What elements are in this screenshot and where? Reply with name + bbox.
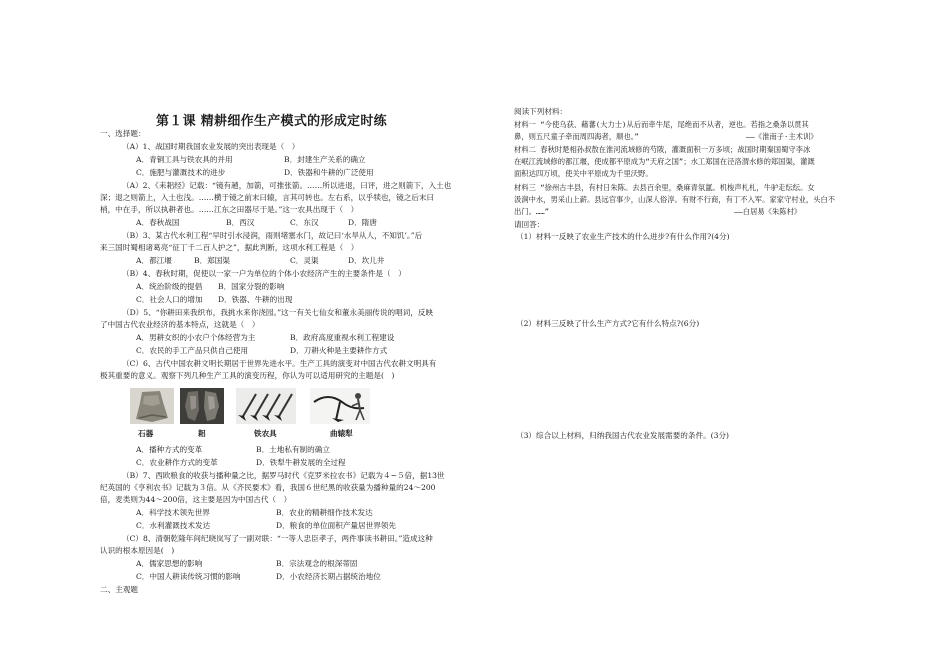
q1-option-c: C．施肥与灌溉技术的进步 (136, 168, 226, 177)
material3-line3: 出门。……” (514, 207, 550, 216)
page-title: 第１课 精耕细作生产模式的形成定时练 (156, 114, 387, 129)
q6-option-c: C．农业耕作方式的变革 (136, 458, 218, 467)
material1-line2: 鼻，则五尺童子牵而周四海者，顺也。” (514, 132, 639, 141)
reading-intro: 阅读下列材料： (514, 107, 568, 116)
q8-option-b: B．宗法观念的根深蒂固 (276, 559, 358, 568)
q4-stem: （B）4、春秋时期，促使以一家一户为单位的个体小农经济产生的主要条件是（ ） (122, 269, 406, 278)
q2-option-d: D．隋唐 (348, 218, 377, 227)
subquestion-1: （1）材料一反映了农业生产技术的什么进步?有什么作用?(4分) (516, 232, 730, 241)
q5-option-b: B．政府高度重视水利工程建设 (290, 333, 395, 342)
si-tool-image (180, 388, 224, 424)
plough-tool-image (310, 388, 370, 424)
iron-tools-icon (236, 388, 296, 424)
tool-label-iron: 铁农具 (254, 429, 277, 438)
q4-option-a: A．统治阶级的提倡 (136, 282, 203, 291)
q3-line1: （B）3、某古代水利工程“早时引水浸润，雨则堵塞水门，故记曰‘水旱从人，不知饥’。”后 (122, 231, 423, 240)
q3-option-c: C．灵渠 (290, 256, 319, 265)
q3-option-d: D．坎儿井 (348, 256, 385, 265)
material3-line2: 汲涧中水，男采山上薪。县远官事少，山深人俗淳。有财不行商，有丁不入军。家家守村业，头白不 (514, 195, 836, 204)
answer-prompt: 请回答： (514, 220, 545, 229)
q3-option-a: A．都江堰 (136, 256, 172, 265)
stone-tool-icon (130, 388, 174, 424)
q8-option-d: D．小农经济长期占据统治地位 (276, 572, 381, 581)
q8-line1: （C）8、清朝乾隆年间纪晓岚写了一副对联：“一等人忠臣孝子，两件事读书耕田。”造成这种 (122, 534, 433, 543)
tool-label-stone: 石器 (138, 429, 154, 438)
material2-line2: 在岷江流域修的都江堰，使成都平原成为“天府之国”；水工郑国在泾洛渭水修的郑国渠，灌溉 (514, 157, 815, 166)
tool-label-plough: 曲辕犁 (330, 429, 353, 438)
q1-option-b: B．封建生产关系的确立 (284, 155, 366, 164)
subquestion-2: （2）材料三反映了什么生产方式?它有什么特点?(6分) (516, 319, 700, 328)
q5-line1: （D）5、“你耕田来我织布，我挑水来你浇园。”这一有关七仙女和董永美丽传说的唱词，反映 (122, 308, 434, 317)
q2-option-a: A．春秋战国 (136, 218, 180, 227)
q7-line1: （B）7、西欧粮食的收获与播种量之比，据罗马时代《克罗米拉农书》记载为４~５倍，据13世 (122, 471, 445, 480)
q6-option-a: A．播种方式的变革 (136, 445, 203, 454)
q6-tool-images (130, 388, 375, 442)
q2-line2: 深；退之则箭上，入土也浅。……横于镜之前末曰辕，言其可转也。左右系，以乎犊也，镜之后末曰 (100, 193, 435, 202)
iron-tool-image (236, 388, 296, 424)
q7-option-c: C．水利灌溉技术发达 (136, 521, 211, 530)
q1-option-d: D．铁器和牛耕的广泛使用 (284, 168, 374, 177)
q8-line2: 认识的根本原因是( ) (100, 546, 175, 555)
q2-option-b: B．西汉 (226, 218, 255, 227)
curved-plough-icon (310, 388, 370, 424)
section-choice-heading: 一、选择题： (100, 129, 146, 138)
q6-line1: （C）6、古代中国农耕文明长期居于世界先进水平。生产工具的演变对中国古代农耕文明具有 (122, 359, 437, 368)
material3-line1: 材料三 “徐州古丰县，有村日朱陈。去县百余里，桑麻青氛氲。机梭声札札，牛驴走纭纭。女 (514, 183, 815, 192)
subquestion-3: （3）综合以上材料，归纳我国古代农业发展需要的条件。(3分) (516, 431, 730, 440)
q5-line2: 了中国古代农业经济的基本特点，这就是（ ） (100, 320, 260, 329)
material1-source: ——《淮南子·主术训》 (746, 132, 818, 141)
q6-option-b: B．土地私有制的确立 (256, 445, 330, 454)
q3-line2: 来三国时蜀相诸葛亮“征丁千二百人护之”，据此判断，这项水利工程是（ ） (100, 243, 359, 252)
q7-option-d: D．粮食的单位面积产量居世界领先 (276, 521, 396, 530)
q7-option-b: B．农业的精耕细作技术发达 (276, 508, 373, 517)
material2-line1: 材料二 春秋时楚相孙叔敖在淮河流域修的芍陂，灌溉面积一万多顷；战国时期秦国蜀守李冰 (514, 145, 811, 154)
q5-option-c: C．农民的手工产品只供自己使用 (136, 346, 249, 355)
q2-option-c: C．东汉 (290, 218, 319, 227)
q3-option-b: B．郑国渠 (194, 256, 230, 265)
stone-tool-image (130, 388, 174, 424)
q4-option-b: B．国家分裂的影响 (218, 282, 285, 291)
q5-option-a: A．男耕女织的小农户个体经营为主 (136, 333, 256, 342)
q7-line3: 倍，麦类则为44～200倍，这主要是因为中国古代（ ） (100, 495, 292, 504)
q1-stem: （A）1、战国时期我国农业发展的突出表现是（ ） (122, 142, 300, 151)
q5-option-d: D．刀耕火种是主要耕作方式 (290, 346, 388, 355)
q7-line2: 纪英国的《亨利农书》记载为３倍。从《齐民要术》看，我国６世纪黑的收获量为播种量的24～200 (100, 483, 436, 492)
q8-option-c: C．中国人耕读传统习惯的影响 (136, 572, 241, 581)
q6-line2: 极其重要的意义。观察下列几种生产工具的演变历程，你认为可以适用研究的主题是( ) (100, 371, 395, 380)
q1-option-a: A．青铜工具与铁农具的并用 (136, 155, 233, 164)
q4-option-d: D．铁器、牛耕的出现 (218, 295, 293, 304)
q6-option-d: D．铁犁牛耕发展的全过程 (256, 458, 346, 467)
q2-line3: 梢，中在手，所以执耕者也。……江东之田器尽于是。”这一农具出现于（ ） (100, 205, 359, 214)
tool-label-si: 耜 (198, 429, 206, 438)
q8-option-a: A．儒家思想的影响 (136, 559, 203, 568)
si-tool-icon (180, 388, 224, 424)
q2-line1: （A）2、《耒耜经》记载：“镜有趟，加箭，可推张箭。……所以进退，曰评，进之则箭下，入土也 (122, 181, 452, 190)
material2-line3: 面积达四万顷，使关中平原成为千里沃野。 (514, 169, 653, 178)
section-subjective-heading: 二、主观题 (100, 585, 138, 594)
material3-source: ——白居易《朱陈村》 (734, 207, 802, 216)
q4-option-c: C．社会人口的增加 (136, 295, 203, 304)
q7-option-a: A．科学技术领先世界 (136, 508, 210, 517)
material1-line1: 材料一 “今使乌获、藉蕃(大力士)从后而牵牛尾，尾绝而不从者，逆也。若指之桑条以贯其 (514, 120, 809, 129)
